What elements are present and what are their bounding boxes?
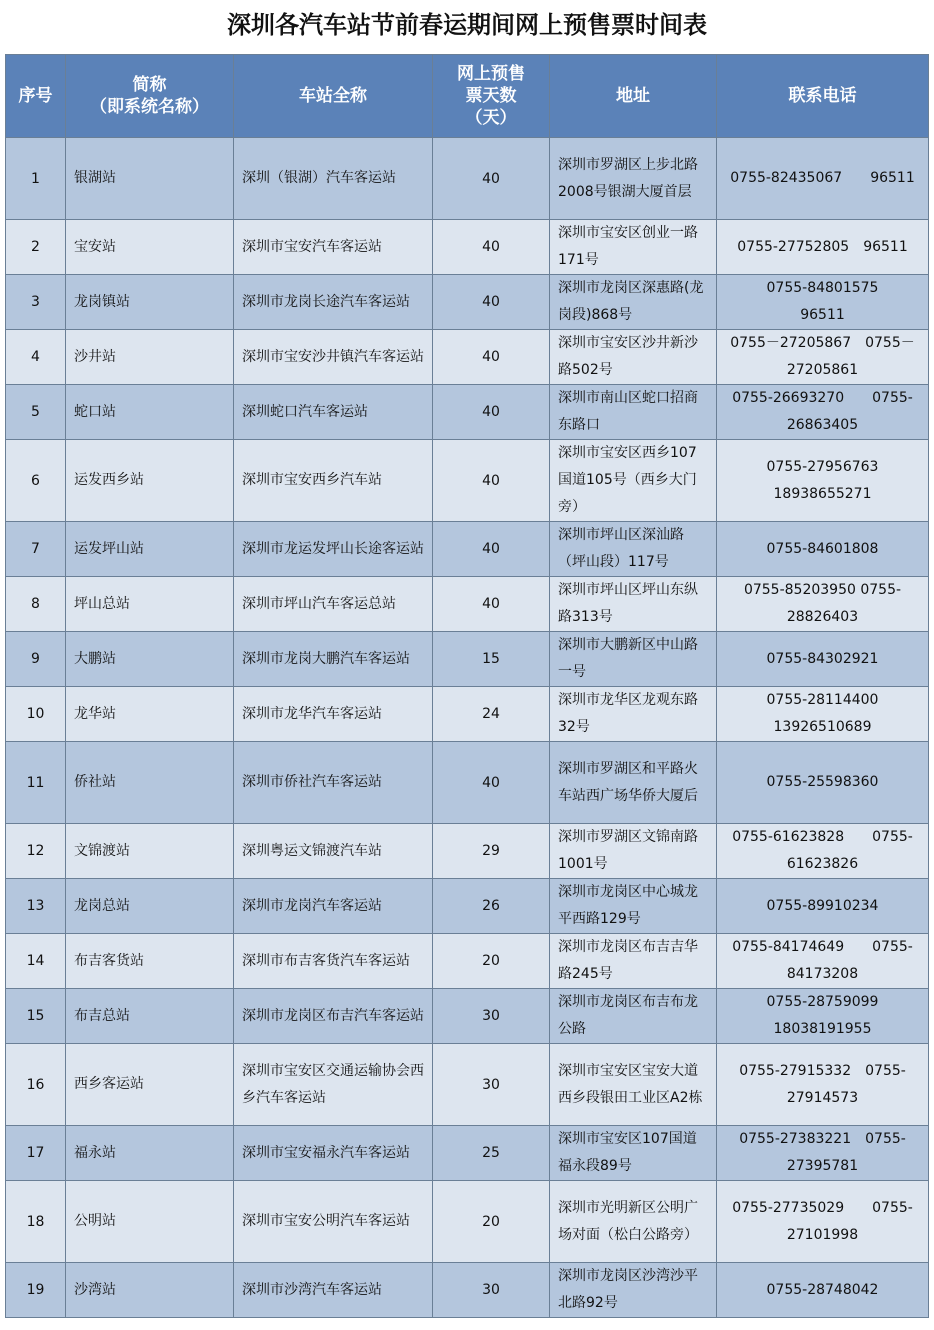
cell-short-name: 运发西乡站: [66, 440, 234, 522]
cell-days: 40: [433, 522, 550, 577]
cell-phone: 0755-84302921: [717, 632, 929, 687]
cell-address: 深圳市龙岗区深惠路(龙岗段)868号: [550, 275, 717, 330]
cell-seq: 6: [6, 440, 66, 522]
header-full-name: 车站全称: [234, 55, 433, 138]
cell-address: 深圳市宝安区宝安大道西乡段银田工业区A2栋: [550, 1044, 717, 1126]
cell-full-name: 深圳蛇口汽车客运站: [234, 385, 433, 440]
header-days: [433, 55, 550, 138]
cell-days: 29: [433, 824, 550, 879]
cell-short-name: 布吉总站: [66, 989, 234, 1044]
cell-short-name: 坪山总站: [66, 577, 234, 632]
cell-address: 深圳市坪山区坪山东纵路313号: [550, 577, 717, 632]
cell-seq: 3: [6, 275, 66, 330]
cell-seq: 18: [6, 1181, 66, 1263]
table-row: [6, 632, 929, 687]
cell-days: 20: [433, 1181, 550, 1263]
cell-full-name: 深圳市龙运发坪山长途客运站: [234, 522, 433, 577]
cell-address: 深圳市龙岗区中心城龙平西路129号: [550, 879, 717, 934]
cell-short-name: 沙湾站: [66, 1263, 234, 1318]
cell-days: 30: [433, 1044, 550, 1126]
cell-address: 深圳市坪山区深汕路（坪山段）117号: [550, 522, 717, 577]
cell-short-name: 蛇口站: [66, 385, 234, 440]
cell-short-name: 龙岗镇站: [66, 275, 234, 330]
header-days-line: （天）: [465, 108, 517, 128]
table-row: [6, 577, 929, 632]
cell-short-name: 西乡客运站: [66, 1044, 234, 1126]
cell-short-name: 侨社站: [66, 742, 234, 824]
cell-phone: 0755-26693270 0755-26863405: [717, 385, 929, 440]
header-days-line: 票天数: [465, 86, 517, 106]
cell-seq: 5: [6, 385, 66, 440]
cell-full-name: 深圳市宝安公明汽车客运站: [234, 1181, 433, 1263]
cell-phone: 0755-28759099 18038191955: [717, 989, 929, 1044]
table-row: [6, 522, 929, 577]
cell-full-name: 深圳市龙岗区布吉汽车客运站: [234, 989, 433, 1044]
header-days-line: 网上预售: [457, 64, 525, 84]
cell-days: 40: [433, 577, 550, 632]
cell-full-name: 深圳市沙湾汽车客运站: [234, 1263, 433, 1318]
cell-address: 深圳市龙岗区布吉吉华路245号: [550, 934, 717, 989]
cell-address: 深圳市宝安区107国道福永段89号: [550, 1126, 717, 1181]
cell-address: 深圳市罗湖区文锦南路1001号: [550, 824, 717, 879]
cell-days: 40: [433, 440, 550, 522]
cell-short-name: 银湖站: [66, 138, 234, 220]
cell-seq: 4: [6, 330, 66, 385]
cell-address: 深圳市龙岗区布吉布龙公路: [550, 989, 717, 1044]
cell-short-name: 福永站: [66, 1126, 234, 1181]
cell-short-name: 文锦渡站: [66, 824, 234, 879]
cell-short-name: 宝安站: [66, 220, 234, 275]
cell-phone: 0755-28114400 13926510689: [717, 687, 929, 742]
cell-seq: 2: [6, 220, 66, 275]
cell-full-name: 深圳市侨社汽车客运站: [234, 742, 433, 824]
cell-address: 深圳市罗湖区和平路火车站西广场华侨大厦后: [550, 742, 717, 824]
cell-days: 40: [433, 742, 550, 824]
cell-seq: 10: [6, 687, 66, 742]
cell-full-name: 深圳市龙华汽车客运站: [234, 687, 433, 742]
cell-short-name: 运发坪山站: [66, 522, 234, 577]
cell-seq: 1: [6, 138, 66, 220]
cell-full-name: 深圳市龙岗长途汽车客运站: [234, 275, 433, 330]
table-row: [6, 220, 929, 275]
table-row: [6, 1181, 929, 1263]
cell-days: 20: [433, 934, 550, 989]
table-row: [6, 824, 929, 879]
cell-full-name: 深圳市龙岗大鹏汽车客运站: [234, 632, 433, 687]
cell-full-name: 深圳市宝安福永汽车客运站: [234, 1126, 433, 1181]
cell-days: 40: [433, 330, 550, 385]
cell-phone: 0755-61623828 0755-61623826: [717, 824, 929, 879]
cell-address: 深圳市南山区蛇口招商东路口: [550, 385, 717, 440]
cell-full-name: 深圳市宝安汽车客运站: [234, 220, 433, 275]
header-short-name: [66, 55, 234, 138]
cell-phone: 0755-85203950 0755-28826403: [717, 577, 929, 632]
cell-address: 深圳市龙岗区沙湾沙平北路92号: [550, 1263, 717, 1318]
table-row: [6, 934, 929, 989]
cell-seq: 11: [6, 742, 66, 824]
cell-address: 深圳市罗湖区上步北路2008号银湖大厦首层: [550, 138, 717, 220]
cell-seq: 8: [6, 577, 66, 632]
header-phone: 联系电话: [717, 55, 929, 138]
cell-address: 深圳市宝安区创业一路171号: [550, 220, 717, 275]
cell-short-name: 布吉客货站: [66, 934, 234, 989]
cell-full-name: 深圳市坪山汽车客运总站: [234, 577, 433, 632]
cell-days: 15: [433, 632, 550, 687]
cell-phone: 0755-28748042: [717, 1263, 929, 1318]
cell-full-name: 深圳市宝安西乡汽车站: [234, 440, 433, 522]
header-row: [6, 55, 929, 138]
cell-phone: 0755－27205867 0755－27205861: [717, 330, 929, 385]
table-row: [6, 275, 929, 330]
cell-days: 40: [433, 220, 550, 275]
cell-phone: 0755-27956763 18938655271: [717, 440, 929, 522]
cell-short-name: 大鹏站: [66, 632, 234, 687]
cell-phone: 0755-84601808: [717, 522, 929, 577]
cell-days: 30: [433, 1263, 550, 1318]
cell-phone: 0755-27752805 96511: [717, 220, 929, 275]
cell-days: 30: [433, 989, 550, 1044]
cell-full-name: 深圳市龙岗汽车客运站: [234, 879, 433, 934]
cell-full-name: 深圳市宝安区交通运输协会西乡汽车客运站: [234, 1044, 433, 1126]
cell-phone: 0755-89910234: [717, 879, 929, 934]
cell-short-name: 龙华站: [66, 687, 234, 742]
cell-phone: 0755-27735029 0755-27101998: [717, 1181, 929, 1263]
header-seq: 序号: [6, 55, 66, 138]
cell-address: 深圳市光明新区公明广场对面（松白公路旁）: [550, 1181, 717, 1263]
cell-address: 深圳市大鹏新区中山路一号: [550, 632, 717, 687]
cell-seq: 19: [6, 1263, 66, 1318]
cell-full-name: 深圳粤运文锦渡汽车站: [234, 824, 433, 879]
schedule-table: [5, 54, 929, 1318]
table-row: [6, 385, 929, 440]
cell-phone: 0755-84801575 96511: [717, 275, 929, 330]
cell-short-name: 公明站: [66, 1181, 234, 1263]
cell-seq: 16: [6, 1044, 66, 1126]
cell-days: 40: [433, 385, 550, 440]
cell-seq: 7: [6, 522, 66, 577]
cell-phone: 0755-25598360: [717, 742, 929, 824]
cell-days: 40: [433, 275, 550, 330]
cell-seq: 17: [6, 1126, 66, 1181]
cell-seq: 14: [6, 934, 66, 989]
cell-seq: 13: [6, 879, 66, 934]
header-address: 地址: [550, 55, 717, 138]
cell-days: 26: [433, 879, 550, 934]
header-short-name-line: （即系统名称）: [90, 97, 209, 117]
cell-full-name: 深圳市布吉客货汽车客运站: [234, 934, 433, 989]
cell-full-name: 深圳（银湖）汽车客运站: [234, 138, 433, 220]
cell-days: 25: [433, 1126, 550, 1181]
table-row: [6, 742, 929, 824]
cell-phone: 0755-27915332 0755-27914573: [717, 1044, 929, 1126]
page-title: 深圳各汽车站节前春运期间网上预售票时间表: [227, 10, 707, 39]
cell-full-name: 深圳市宝安沙井镇汽车客运站: [234, 330, 433, 385]
cell-address: 深圳市宝安区沙井新沙路502号: [550, 330, 717, 385]
table-row: [6, 1126, 929, 1181]
cell-address: 深圳市宝安区西乡107国道105号（西乡大门旁）: [550, 440, 717, 522]
table-row: [6, 1044, 929, 1126]
table-row: [6, 330, 929, 385]
cell-days: 24: [433, 687, 550, 742]
header-short-name-line: 简称: [132, 75, 167, 95]
cell-seq: 9: [6, 632, 66, 687]
cell-seq: 15: [6, 989, 66, 1044]
table-row: [6, 440, 929, 522]
cell-short-name: 龙岗总站: [66, 879, 234, 934]
cell-seq: 12: [6, 824, 66, 879]
cell-phone: 0755-27383221 0755-27395781: [717, 1126, 929, 1181]
cell-short-name: 沙井站: [66, 330, 234, 385]
table-row: [6, 879, 929, 934]
table-row: [6, 138, 929, 220]
cell-phone: 0755-82435067 96511: [717, 138, 929, 220]
table-row: [6, 989, 929, 1044]
cell-address: 深圳市龙华区龙观东路32号: [550, 687, 717, 742]
cell-days: 40: [433, 138, 550, 220]
table-row: [6, 687, 929, 742]
cell-phone: 0755-84174649 0755-84173208: [717, 934, 929, 989]
table-row: [6, 1263, 929, 1318]
